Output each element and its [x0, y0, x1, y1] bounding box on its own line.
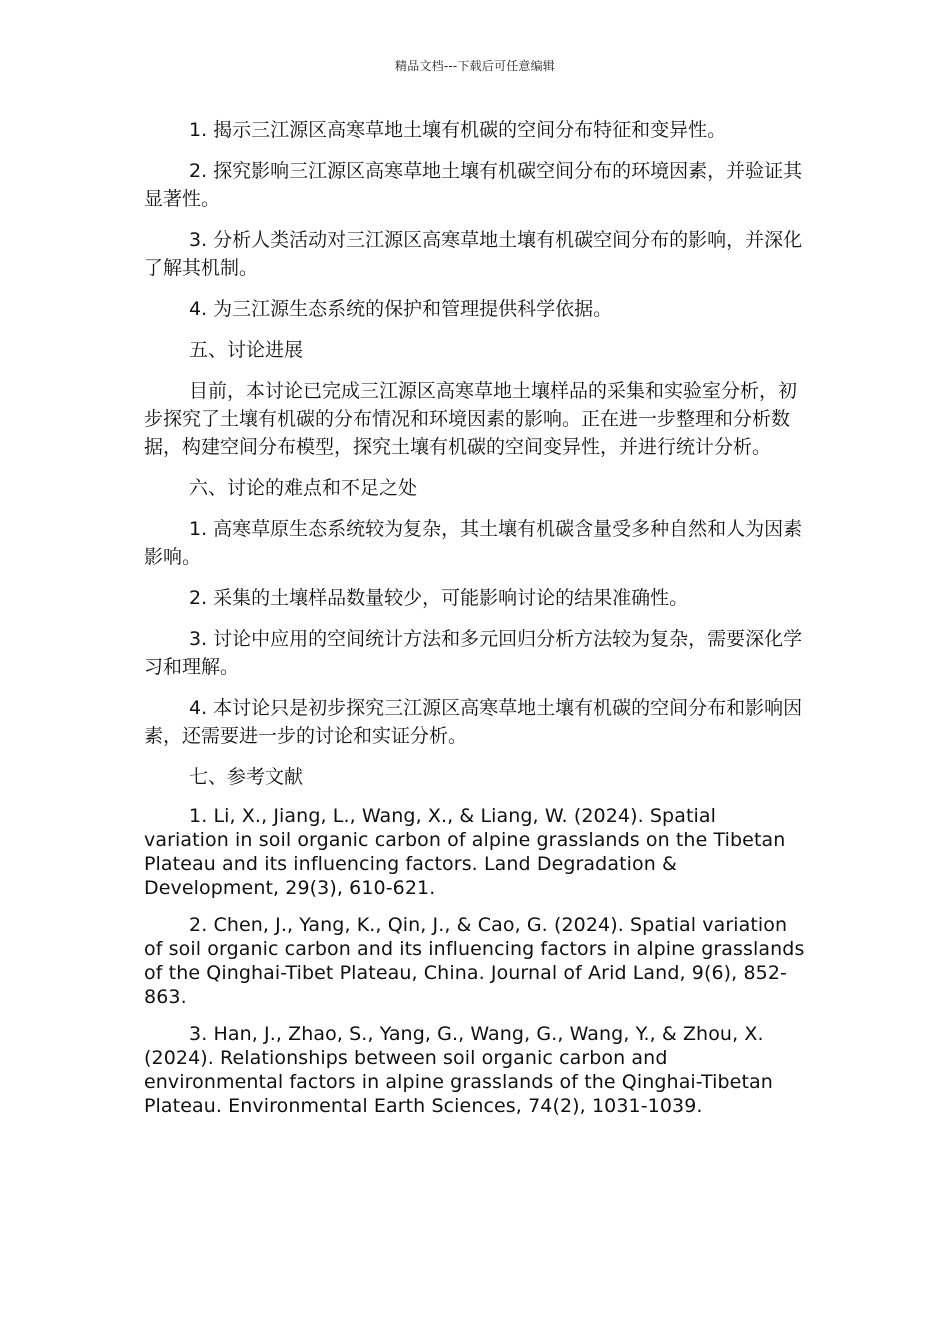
section-heading-references: 七、参考文献	[189, 766, 304, 788]
objective-2: 2. 探究影响三江源区高寒草地土壤有机碳空间分布的环境因素，并验证其显著性。	[144, 160, 803, 210]
objective-4: 4. 为三江源生态系统的保护和管理提供科学依据。	[189, 298, 613, 320]
page-header: 精品文档---下载后可任意编辑	[395, 59, 555, 73]
document-body	[144, 116, 806, 1131]
progress-paragraph: 目前，本讨论已完成三江源区高寒草地土壤样品的采集和实验室分析，初步探究了土壤有机碳的分布情况和环境因素的影响。正在进一步整理和分析数据，构建空间分布模型，探究土壤有机碳的空间变异性，并进行统计分析。	[144, 380, 798, 458]
difficulty-4: 4. 本讨论只是初步探究三江源区高寒草地土壤有机碳的空间分布和影响因素，还需要进一步的讨论和实证分析。	[144, 697, 803, 747]
objective-1: 1. 揭示三江源区高寒草地土壤有机碳的空间分布特征和变异性。	[189, 119, 727, 141]
section-heading-progress: 五、讨论进展	[189, 339, 304, 361]
reference-3: 3. Han, J., Zhao, S., Yang, G., Wang, G., Wang, Y., & Zhou, X. (2024). Relationships between soil organic carbon and environmental factors in alpine grasslands of the Qinghai-Tibetan Plateau. Environmental Earth Sciences, 74(2), 1031-1039.	[144, 1023, 773, 1117]
difficulty-1: 1. 高寒草原生态系统较为复杂，其土壤有机碳含量受多种自然和人为因素影响。	[144, 518, 803, 568]
reference-1: 1. Li, X., Jiang, L., Wang, X., & Liang, W. (2024). Spatial variation in soil organic carbon of alpine grasslands on the Tibetan Plateau and its influencing factors. Land Degradation & Development, 29(3), 610-621.	[144, 805, 786, 899]
reference-2: 2. Chen, J., Yang, K., Qin, J., & Cao, G. (2024). Spatial variation of soil organic carbon and its influencing factors in alpine grasslands of the Qinghai-Tibet Plateau, China. Journal of Arid Land, 9(6), 852-863.	[144, 914, 805, 1008]
difficulty-2: 2. 采集的土壤样品数量较少，可能影响讨论的结果准确性。	[189, 587, 689, 609]
difficulty-3: 3. 讨论中应用的空间统计方法和多元回归分析方法较为复杂，需要深化学习和理解。	[144, 628, 803, 678]
objective-3: 3. 分析人类活动对三江源区高寒草地土壤有机碳空间分布的影响，并深化了解其机制。	[144, 229, 803, 279]
section-heading-difficulties: 六、讨论的难点和不足之处	[189, 477, 418, 499]
